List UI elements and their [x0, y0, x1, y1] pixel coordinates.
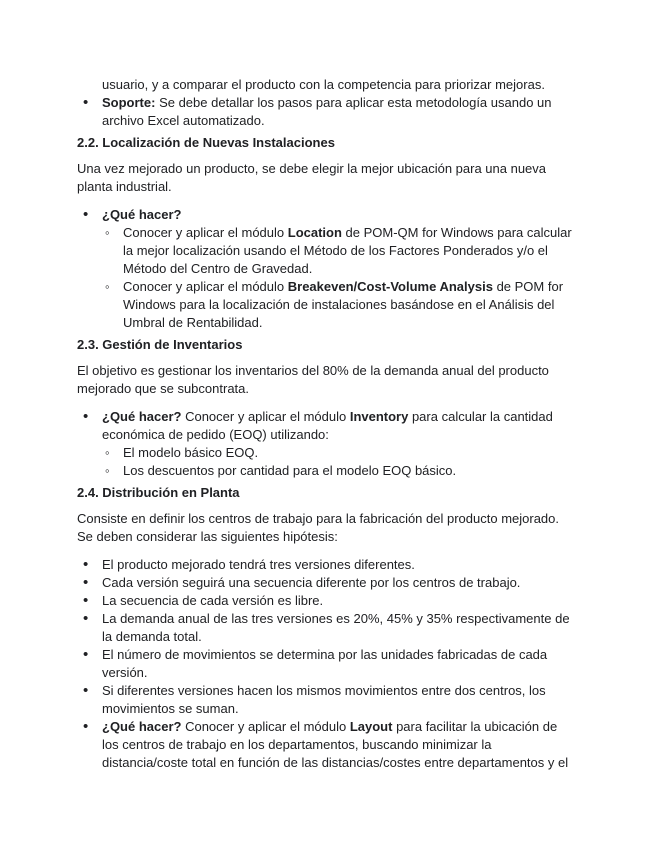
module-name-inventory: Inventory — [349, 409, 409, 424]
sublist — [102, 444, 577, 480]
list-item: • El número de movimientos se determina por las unidades fabricadas de cada versión. — [77, 646, 577, 682]
text: para facilitar la ubicación de los centros de trabajo en los departamentos, buscando minimizar la distancia/coste total en función de las distancias/costes entre departamentos y el — [102, 719, 569, 770]
section-2-4-paragraph: Consiste en definir los centros de trabajo para la fabricación del producto mejorado. Se deben considerar las siguientes hipótesis: — [77, 511, 559, 544]
section-2-3-list — [77, 408, 577, 480]
section-2-2-list — [77, 206, 577, 332]
text: Conocer y aplicar el módulo — [123, 279, 288, 294]
list-item — [77, 718, 577, 772]
text: Conocer y aplicar el módulo — [123, 225, 288, 240]
continuation-text: usuario, y a comparar el producto con la competencia para priorizar mejoras. — [102, 77, 545, 92]
list-item: • Cada versión seguirá una secuencia diferente por los centros de trabajo. — [77, 574, 577, 592]
section-2-3-paragraph: El objetivo es gestionar los inventarios del 80% de la demanda anual del producto mejorado que se subcontrata. — [77, 363, 549, 396]
section-heading-2-2: 2.2. Localización de Nuevas Instalaciones — [77, 135, 335, 150]
list-item — [77, 206, 577, 332]
module-name-layout: Layout — [349, 719, 393, 734]
text: para calcular la cantidad económica de pedido (EOQ) utilizando: — [102, 409, 553, 442]
list-item — [77, 408, 577, 480]
sublist — [102, 224, 577, 332]
text: de POM-QM for Windows para calcular la mejor localización usando el Método de los Factores Ponderados y/o el Método del Centro de Gravedad. — [123, 225, 572, 276]
list-item: • La secuencia de cada versión es libre. — [77, 592, 577, 610]
sublist-item: ◦ Los descuentos por cantidad para el modelo EOQ básico. — [102, 462, 577, 480]
que-hacer-label: ¿Qué hacer? — [102, 207, 182, 222]
list-item: • La demanda anual de las tres versiones es 20%, 45% y 35% respectivamente de la demanda total. — [77, 610, 577, 646]
text: Conocer y aplicar el módulo — [181, 409, 350, 424]
section-heading-2-3: 2.3. Gestión de Inventarios — [77, 337, 243, 352]
sublist-item — [102, 224, 577, 278]
soporte-label: Soporte: — [102, 95, 156, 110]
list-item: • El producto mejorado tendrá tres versiones diferentes. — [77, 556, 577, 574]
que-hacer-label: ¿Qué hacer? — [102, 409, 182, 424]
que-hacer-label: ¿Qué hacer? — [102, 719, 182, 734]
module-name-location: Location — [287, 225, 342, 240]
section-2-2-paragraph: Una vez mejorado un producto, se debe elegir la mejor ubicación para una nueva planta industrial. — [77, 161, 547, 194]
sublist-item — [102, 278, 577, 332]
text: de POM for Windows para la localización de instalaciones basándose en el Análisis del Umbral de Rentabilidad. — [123, 279, 564, 330]
list-item — [77, 94, 577, 130]
soporte-text: Se debe detallar los pasos para aplicar esta metodología usando un archivo Excel automatizado. — [102, 95, 552, 128]
text: Conocer y aplicar el módulo — [181, 719, 350, 734]
sublist-item: ◦ El modelo básico EOQ. — [102, 444, 577, 462]
module-name-breakeven: Breakeven/Cost-Volume Analysis — [287, 279, 493, 294]
section-2-4-list — [77, 556, 577, 772]
section-heading-2-4: 2.4. Distribución en Planta — [77, 485, 240, 500]
soporte-list — [77, 94, 577, 130]
list-item: • Si diferentes versiones hacen los mismos movimientos entre dos centros, los movimientos se suman. — [77, 682, 577, 718]
